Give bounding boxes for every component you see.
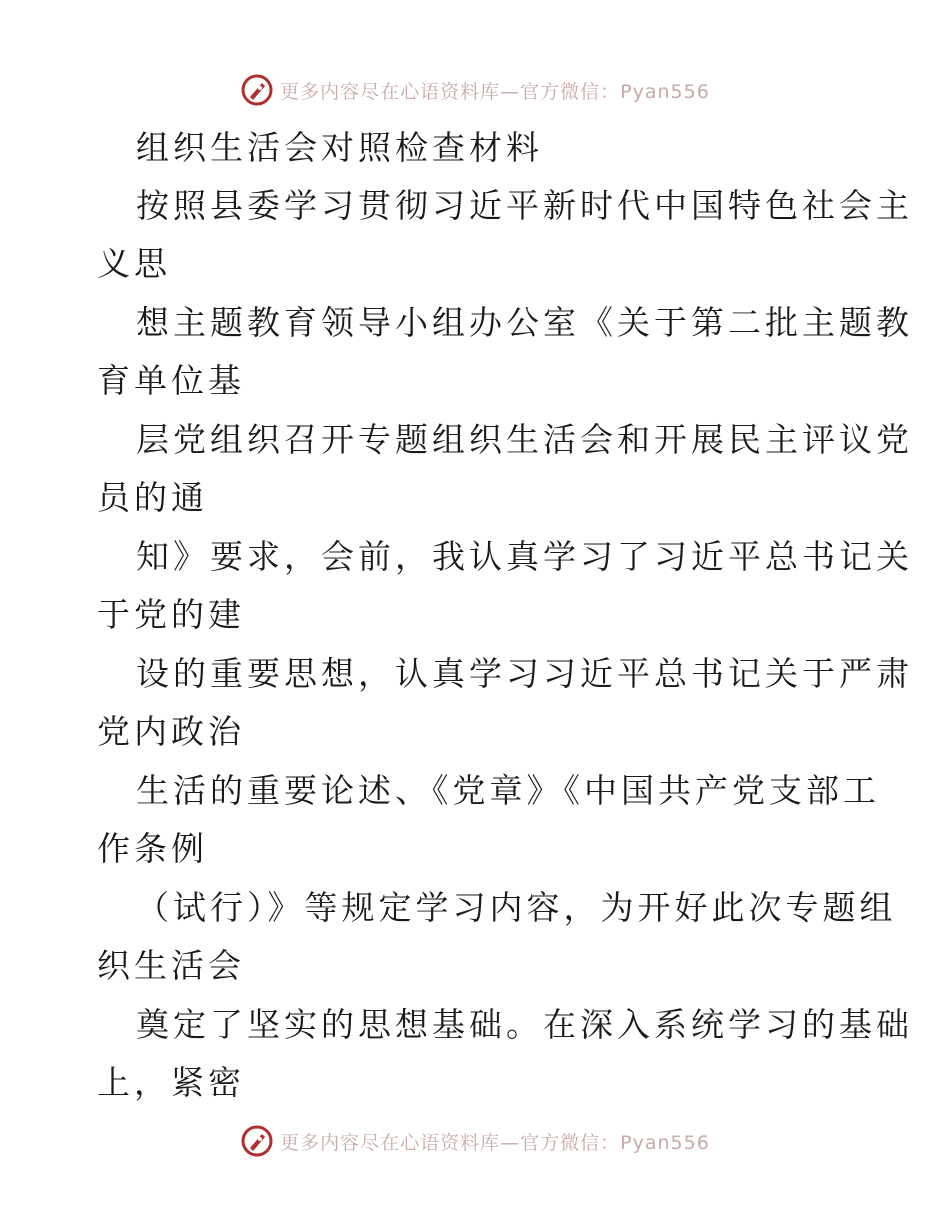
text-line: 育单位基	[97, 361, 245, 400]
text-line: 按照县委学习贯彻习近平新时代中国特色社会主	[136, 186, 913, 225]
text-line: 知》要求，会前，我认真学习了习近平总书记关	[136, 537, 913, 576]
watermark-text: 更多内容尽在心语资料库—官方微信：Pyan556	[280, 80, 710, 103]
watermark-text: 更多内容尽在心语资料库—官方微信：Pyan556	[280, 1131, 710, 1154]
text-line: （试行）》等规定学习内容，为开好此次专题组	[136, 888, 897, 927]
text-line: 义思	[97, 244, 171, 283]
text-line: 党内政治	[97, 712, 245, 751]
pen-nib-logo-icon	[240, 73, 274, 107]
text-line: 层党组织召开专题组织生活会和开展民主评议党	[136, 420, 913, 459]
text-line: 作条例	[97, 829, 208, 868]
text-line: 员的通	[97, 478, 208, 517]
pen-nib-logo-icon	[240, 1124, 274, 1158]
text-line: 生活的重要论述、《党章》《中国共产党支部工	[136, 771, 880, 810]
text-line: 织生活会	[97, 946, 245, 985]
footer-watermark	[0, 1121, 950, 1161]
document-title: 组织生活会对照检查材料	[136, 128, 543, 167]
text-line: 奠定了坚实的思想基础。在深入系统学习的基础	[136, 1005, 913, 1044]
text-line: 于党的建	[97, 595, 245, 634]
text-line: 设的重要思想，认真学习习近平总书记关于严肃	[136, 654, 913, 693]
header-watermark	[0, 70, 950, 110]
text-line: 想主题教育领导小组办公室《关于第二批主题教	[136, 303, 913, 342]
text-line: 上，紧密	[97, 1063, 245, 1102]
